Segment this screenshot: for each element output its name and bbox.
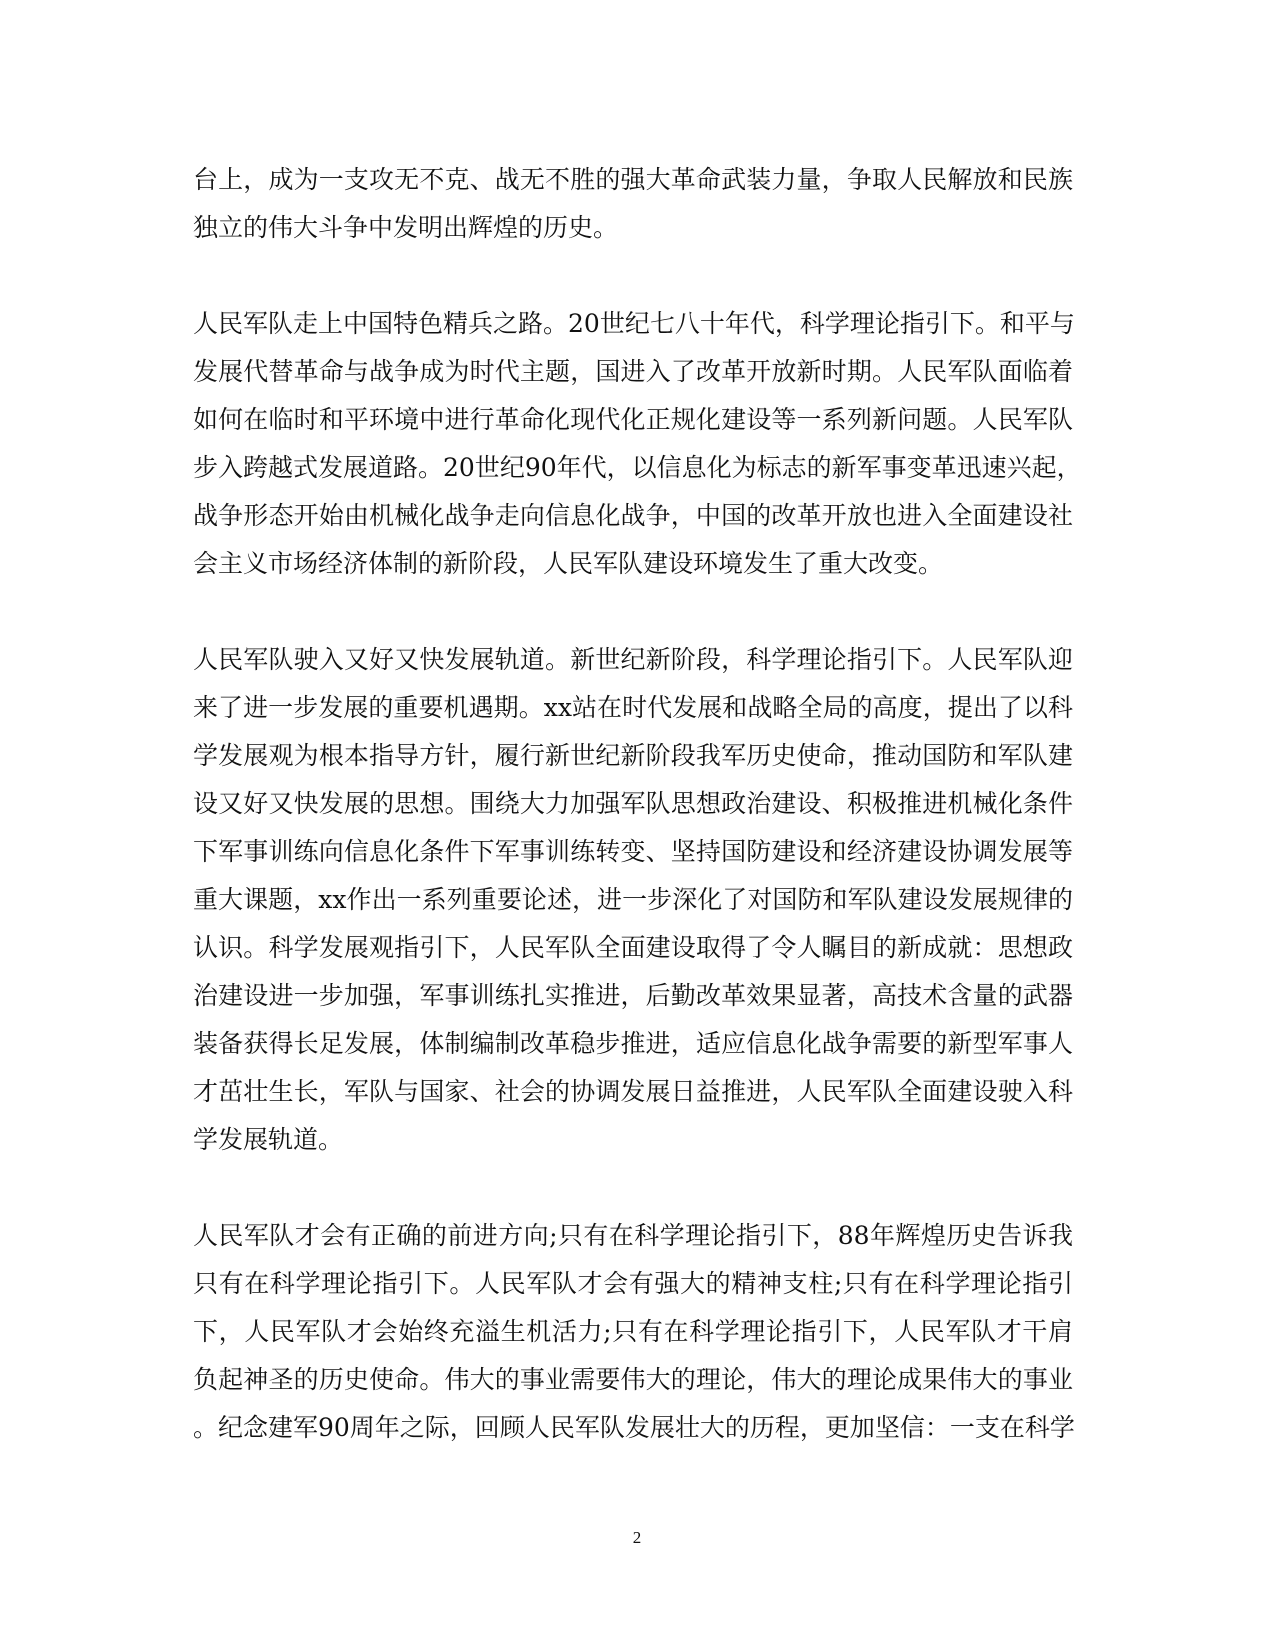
text-line: 发展代替革命与战争成为时代主题，国进入了改革开放新时期。人民军队面临着	[193, 357, 1073, 386]
text-line: 才茁壮生长，军队与国家、社会的协调发展日益推进，人民军队全面建设驶入科	[193, 1077, 1073, 1106]
text-line: 人民军队走上中国特色精兵之路。20世纪七八十年代，科学理论指引下。和平与	[193, 309, 1075, 338]
document-body	[193, 156, 1082, 1452]
text-line: 下，人民军队才会始终充溢生机活力;只有在科学理论指引下，人民军队才干肩	[193, 1317, 1073, 1346]
paragraph-gap	[193, 252, 1073, 300]
text-line: 装备获得长足发展，体制编制改革稳步推进，适应信息化战争需要的新型军事人	[193, 1029, 1073, 1058]
text-line: 认识。科学发展观指引下，人民军队全面建设取得了令人瞩目的新成就：思想政	[193, 933, 1073, 962]
text-line: 人民军队驶入又好又快发展轨道。新世纪新阶段，科学理论指引下。人民军队迎	[193, 645, 1073, 674]
text-line: 治建设进一步加强，军事训练扎实推进，后勤改革效果显著，高技术含量的武器	[193, 981, 1073, 1010]
text-line: 台上，成为一支攻无不克、战无不胜的强大革命武装力量，争取人民解放和民族	[193, 165, 1073, 194]
text-line: 步入跨越式发展道路。20世纪90年代，以信息化为标志的新军事变革迅速兴起，	[193, 453, 1082, 482]
text-line: 会主义市场经济体制的新阶段，人民军队建设环境发生了重大改变。	[193, 549, 944, 578]
paragraph	[193, 636, 1073, 1164]
text-line: 重大课题，xx作出一系列重要论述，进一步深化了对国防和军队建设发展规律的	[193, 885, 1073, 914]
text-line: 学发展观为根本指导方针，履行新世纪新阶段我军历史使命，推动国防和军队建	[193, 741, 1073, 770]
paragraph	[193, 156, 1073, 252]
text-line: 人民军队才会有正确的前进方向;只有在科学理论指引下，88年辉煌历史告诉我	[193, 1221, 1073, 1250]
text-line: 战争形态开始由机械化战争走向信息化战争，中国的改革开放也进入全面建设社	[193, 501, 1073, 530]
text-line: 设又好又快发展的思想。围绕大力加强军队思想政治建设、积极推进机械化条件	[193, 789, 1073, 818]
text-line: 下军事训练向信息化条件下军事训练转变、坚持国防建设和经济建设协调发展等	[193, 837, 1073, 866]
text-line: 只有在科学理论指引下。人民军队才会有强大的精神支柱;只有在科学理论指引	[193, 1269, 1073, 1298]
paragraph-gap	[193, 1164, 1073, 1212]
text-line: 独立的伟大斗争中发明出辉煌的历史。	[193, 213, 619, 242]
text-line: 。纪念建军90周年之际，回顾人民军队发展壮大的历程，更加坚信：一支在科学	[193, 1413, 1075, 1442]
paragraph	[193, 1212, 1073, 1452]
page-number: 2	[632, 1528, 642, 1547]
text-line: 学发展轨道。	[193, 1125, 344, 1154]
text-line: 负起神圣的历史使命。伟大的事业需要伟大的理论，伟大的理论成果伟大的事业	[193, 1365, 1073, 1394]
text-line: 如何在临时和平环境中进行革命化现代化正规化建设等一系列新问题。人民军队	[193, 405, 1073, 434]
paragraph-gap	[193, 588, 1073, 636]
paragraph	[193, 300, 1082, 588]
text-line: 来了进一步发展的重要机遇期。xx站在时代发展和战略全局的高度，提出了以科	[193, 693, 1073, 722]
